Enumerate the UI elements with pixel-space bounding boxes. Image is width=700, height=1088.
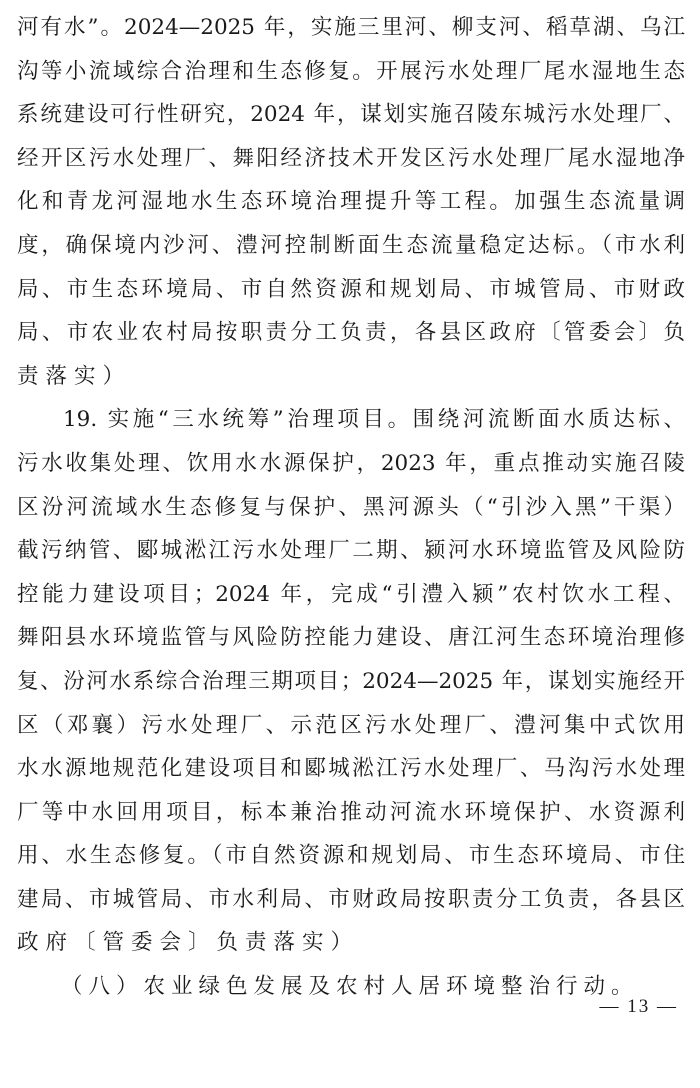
text-line: 用、水生态修复。（市自然资源和规划局、市生态环境局、市住 xyxy=(17,843,685,869)
text-line: 水水源地规范化建设项目和郾城淞江污水处理厂、马沟污水处理 xyxy=(17,756,685,782)
text-line: 局、市农业农村局按职责分工负责，各县区政府〔管委会〕负 xyxy=(17,320,685,346)
text-line: 局、市生态环境局、市自然资源和规划局、市城管局、市财政 xyxy=(17,276,685,302)
text-line: 责落实） xyxy=(17,363,132,389)
text-line: 复、汾河水系综合治理三期项目；2024—2025 年，谋划实施经开 xyxy=(17,668,685,694)
text-line: 河有水”。2024—2025 年，实施三里河、柳支河、稻草湖、乌江 xyxy=(17,15,685,40)
text-line: 19. 实施“三水统筹”治理项目。围绕河流断面水质达标、 xyxy=(63,407,685,433)
section-heading: （八）农业绿色发展及农村人居环境整治行动。 xyxy=(61,974,639,1000)
text-line: 化和青龙河湿地水生态环境治理提升等工程。加强生态流量调 xyxy=(17,189,685,215)
text-line: 沟等小流域综合治理和生态修复。开展污水处理厂尾水湿地生态 xyxy=(17,58,685,84)
text-line: 控能力建设项目；2024 年，完成“引澧入颍”农村饮水工程、 xyxy=(17,581,685,607)
text-line: 建局、市城管局、市水利局、市财政局按职责分工负责，各县区 xyxy=(17,886,685,912)
text-line: 区（邓襄）污水处理厂、示范区污水处理厂、澧河集中式饮用 xyxy=(17,712,685,738)
text-line: 政府〔管委会〕负责落实） xyxy=(17,930,360,956)
text-line: 经开区污水处理厂、舞阳经济技术开发区污水处理厂尾水湿地净 xyxy=(17,145,685,171)
paragraph-18-continued xyxy=(17,6,685,398)
text-line: 污水收集处理、饮用水水源保护，2023 年，重点推动实施召陵 xyxy=(17,450,685,476)
paragraph-19 xyxy=(17,398,685,965)
text-line: 区汾河流域水生态修复与保护、黑河源头（“引沙入黑”干渠） xyxy=(17,494,685,520)
page-number: — 13 — xyxy=(599,996,678,1017)
document-page xyxy=(17,6,685,1009)
text-line: 度，确保境内沙河、澧河控制断面生态流量稳定达标。（市水利 xyxy=(17,232,685,258)
text-line: 厂等中水回用项目，标本兼治推动河流水环境保护、水资源利 xyxy=(17,799,685,825)
text-line: 系统建设可行性研究，2024 年，谋划实施召陵东城污水处理厂、 xyxy=(17,102,685,128)
text-line: 截污纳管、郾城淞江污水处理厂二期、颍河水环境监管及风险防 xyxy=(17,538,685,564)
text-line: 舞阳县水环境监管与风险防控能力建设、唐江河生态环境治理修 xyxy=(17,625,685,651)
